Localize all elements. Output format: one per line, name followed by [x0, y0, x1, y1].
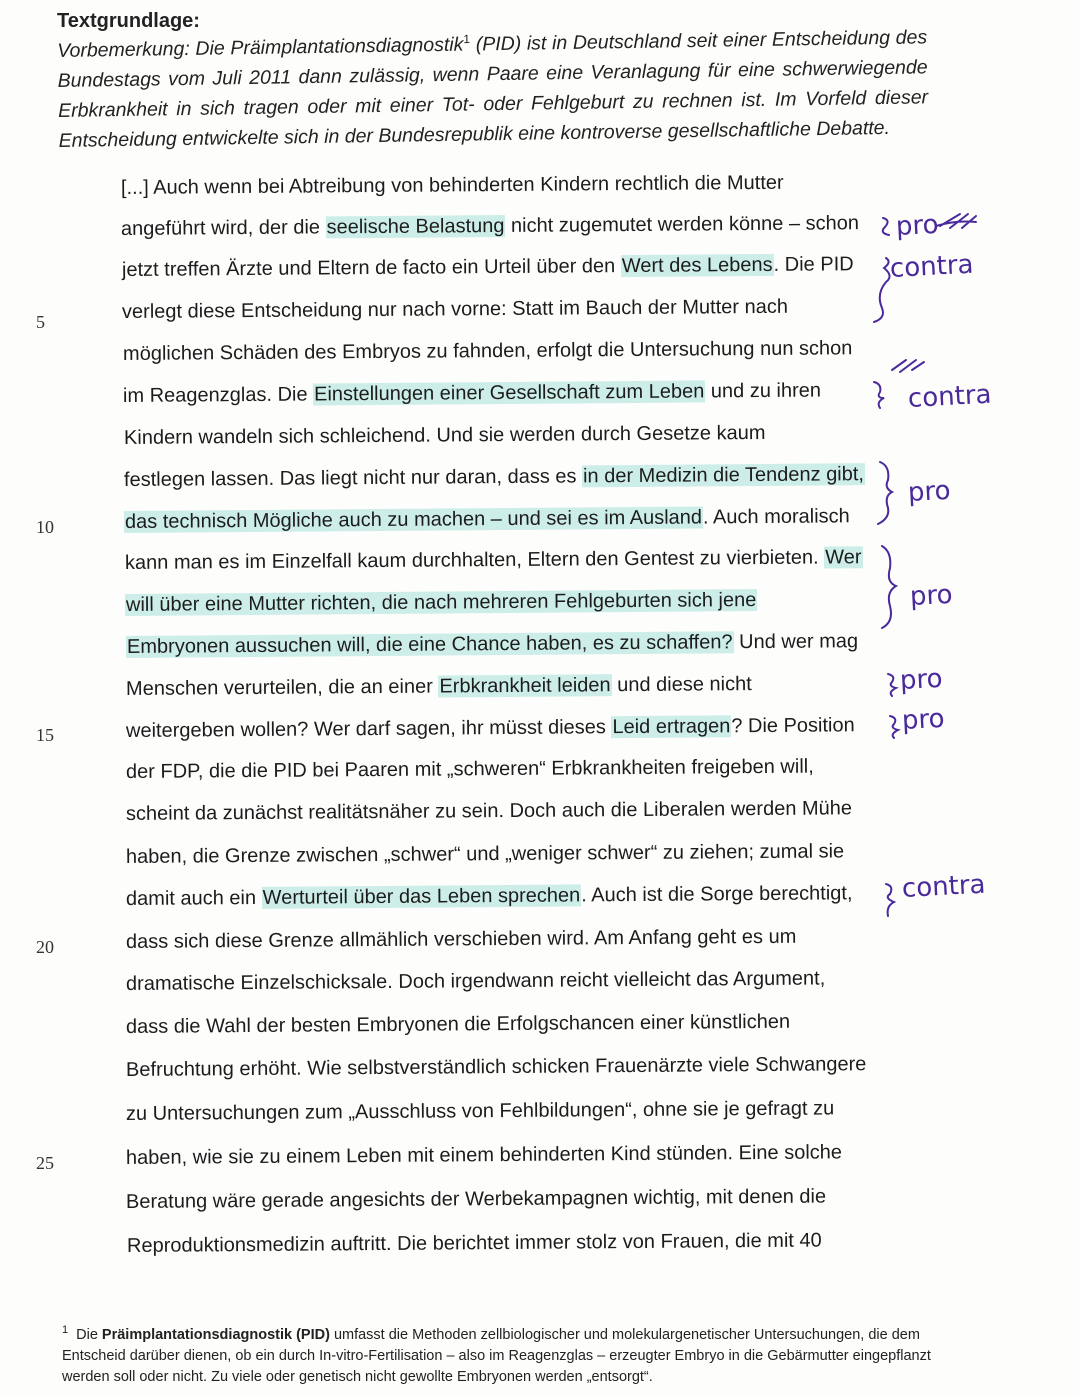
- text-segment: Kindern wandeln sich schleichend. Und sie werden durch Gesetze kaum: [123, 421, 766, 449]
- margin-note-pro: pro: [907, 475, 952, 508]
- text-segment: dramatische Einzelschicksale. Doch irgendwann reicht vielleicht das Argument,: [125, 967, 826, 995]
- margin-note-pro: pro: [909, 579, 954, 612]
- text-segment: . Auch moralisch: [702, 505, 850, 529]
- text-segment: scheint da zunächst realitätsnäher zu sein. Doch auch die Liberalen werden Mühe: [125, 797, 853, 825]
- text-segment: Und wer mag: [733, 630, 859, 654]
- text-segment: zu Untersuchungen zum „Ausschluss von Fehlbildungen“, ohne sie je gefragt zu: [125, 1097, 835, 1125]
- text-segment: haben, wie sie zu einem Leben mit einem behinderten Kind stünden. Eine solche: [125, 1141, 843, 1169]
- margin-note-pro: pro: [899, 663, 944, 696]
- highlighted-phrase: in der Medizin die Tendenz gibt,: [582, 463, 865, 488]
- line-number: 5: [36, 312, 45, 332]
- margin-note-pro: pro: [901, 703, 946, 736]
- text-segment: und diese nicht: [611, 673, 752, 697]
- text-segment: im Reagenzglas. Die: [122, 383, 314, 407]
- highlighted-phrase: seelische Belastung: [326, 214, 505, 239]
- text-segment: dass die Wahl der besten Embryonen die Erfolgschancen einer künstlichen: [125, 1010, 791, 1038]
- highlighted-phrase: Erbkrankheit leiden: [439, 674, 611, 698]
- text-segment: ? Die Position: [731, 714, 855, 738]
- highlighted-phrase: Embryonen aussuchen will, die eine Chance haben, es zu schaffen?: [126, 631, 733, 658]
- text-segment: [...] Auch wenn bei Abtreibung von behinderten Kindern rechtlich die Mutter: [120, 171, 784, 199]
- highlighted-phrase: Werturteil über das Leben sprechen: [262, 884, 581, 909]
- brace-mark: [878, 462, 892, 524]
- highlighted-phrase: Wert des Lebens: [621, 253, 773, 278]
- line-number: 10: [36, 517, 54, 537]
- line-number: 20: [36, 937, 54, 957]
- text-segment: angeführt wird, der die: [120, 216, 326, 240]
- brace-mark: [874, 382, 884, 408]
- brace-mark: [888, 674, 896, 696]
- brace-mark: [882, 546, 896, 628]
- text-segment: der FDP, die die PID bei Paaren mit „schweren“ Erbkrankheiten freigeben will,: [125, 755, 814, 783]
- page-heading: Textgrundlage:: [57, 10, 200, 32]
- text-segment: jetzt treffen Ärzte und Eltern de facto ein Urteil über den: [121, 255, 621, 281]
- text-segment: festlegen lassen. Das liegt nicht nur daran, dass es: [123, 465, 583, 491]
- preface-text-start: Vorbemerkung: Die Präimplantationsdiagnostik: [57, 33, 464, 62]
- highlighted-phrase: Wer: [825, 546, 862, 569]
- footnote-reference: 1: [463, 32, 471, 47]
- text-segment: möglichen Schäden des Embryos zu fahnden, erfolgt die Untersuchung nun schon: [122, 337, 853, 365]
- footnote-text: umfasst die Methoden zellbiologischer und molekulargenetischer Untersuchungen, die dem Entscheid darüber dienen, ob ein durch In-vitro-Fertilisation – also im Reagenzglas – erzeugter Embryo in die Gebärmutter eingepflanzt werden soll oder nicht. Zu viele oder genetisch nicht gewollte Embryonen werden „entsorgt“.: [62, 1326, 931, 1385]
- margin-note-contra: contra: [907, 379, 993, 414]
- text-segment: . Die PID: [773, 253, 854, 276]
- preface-text-rest: (PID) ist in Deutschland seit einer Entscheidung des Bundestags vom Juli 2011 dann zulässig, wenn Paare eine Veranlagung für eine schwerwiegende Erbkrankheit in sich tragen oder mit einer Tot- oder Fehlgeburt zu rechnen ist. Im Vorfeld dieser Entscheidung entwickelte sich in der Bundesrepublik eine kontroverse gesellschaftliche Debatte.: [57, 26, 929, 152]
- highlighted-phrase: das technisch Mögliche auch zu machen – und sei es im Ausland: [124, 506, 703, 533]
- text-segment: haben, die Grenze zwischen „schwer“ und „weniger schwer“ zu ziehen; zumal sie: [125, 840, 845, 868]
- footnote: [62, 1320, 962, 1388]
- highlighted-phrase: will über eine Mutter richten, die nach mehreren Fehlgeburten sich jene: [125, 589, 757, 616]
- text-segment: damit auch ein: [125, 886, 262, 910]
- scribble-mark: [892, 360, 924, 372]
- text-segment: kann man es im Einzelfall kaum durchhalten, Eltern den Gentest zu vierbieten.: [124, 546, 825, 574]
- line-number: 15: [36, 725, 54, 745]
- footnote-mark: 1: [62, 1324, 69, 1336]
- text-segment: Beratung wäre gerade angesichts der Werbekampagnen wichtig, mit denen die: [125, 1185, 827, 1213]
- margin-note-pro: pro: [895, 209, 940, 242]
- highlighted-phrase: Leid ertragen: [612, 715, 731, 739]
- text-segment: dass sich diese Grenze allmählich verschieben wird. Am Anfang geht es um: [125, 925, 797, 953]
- line-number: 25: [36, 1153, 54, 1173]
- text-segment: nicht zugemutet werden könne – schon: [505, 212, 860, 237]
- text-segment: Befruchtung erhöht. Wie selbstverständlich schicken Frauenärzte viele Schwangere: [125, 1053, 867, 1081]
- text-segment: und zu ihren: [705, 379, 822, 403]
- margin-note-contra: contra: [889, 249, 975, 284]
- scribble-mark: [936, 214, 976, 228]
- text-segment: Reproduktionsmedizin auftritt. Die berichtet immer stolz von Frauen, die mit 40: [126, 1229, 822, 1257]
- text-segment: . Auch ist die Sorge berechtigt,: [581, 882, 853, 907]
- brace-mark: [874, 258, 890, 322]
- margin-note-contra: contra: [901, 869, 987, 904]
- brace-mark: [890, 716, 898, 738]
- brace-mark: [886, 884, 894, 916]
- footnote-lead: Die: [76, 1326, 102, 1343]
- text-segment: verlegt diese Entscheidung nur nach vorne: Statt im Bauch der Mutter nach: [121, 295, 789, 323]
- highlighted-phrase: Einstellungen einer Gesellschaft zum Leben: [314, 380, 705, 406]
- footnote-term: Präimplantationsdiagnostik (PID): [101, 1326, 330, 1343]
- text-segment: weitergeben wollen? Wer darf sagen, ihr müsst dieses: [125, 716, 612, 742]
- brace-mark: [883, 218, 889, 235]
- text-segment: Menschen verurteilen, die an einer: [125, 675, 439, 700]
